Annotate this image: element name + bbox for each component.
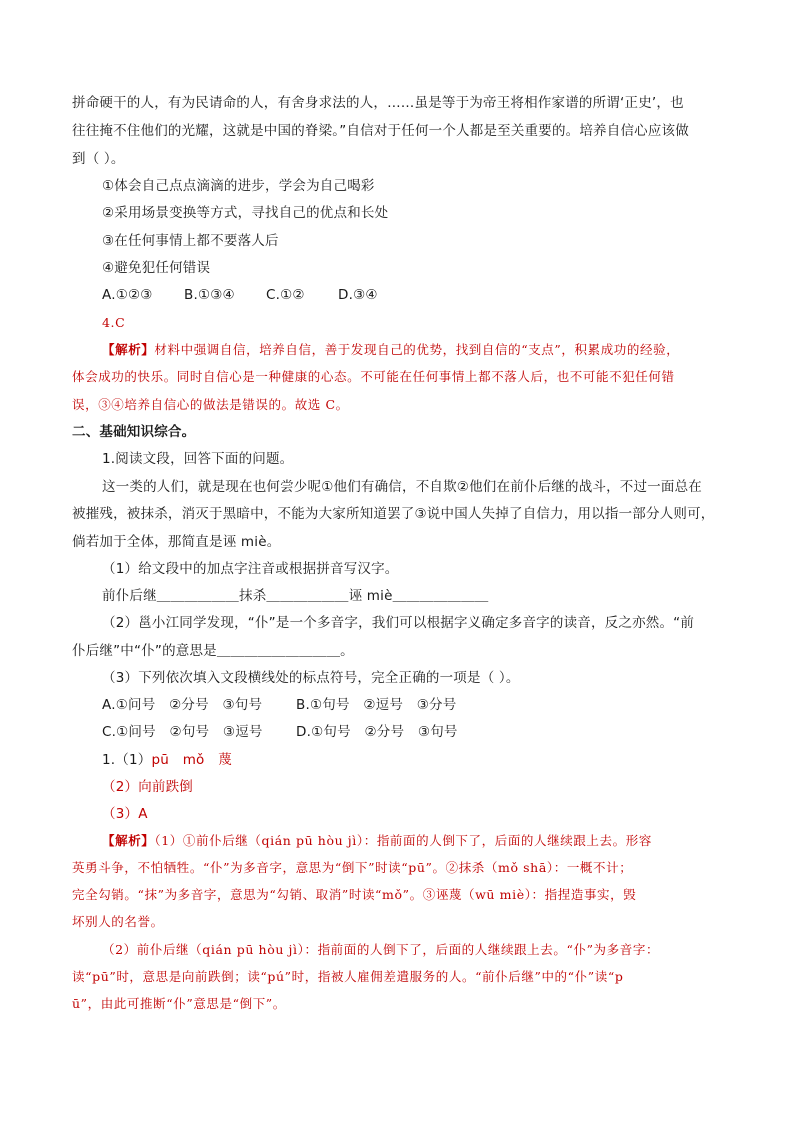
passage-line: 被摧残，被抹杀，消灭于黑暗中，不能为大家所知道罢了③说中国人失掉了自信力，用以指一部分人则可， [72,506,715,522]
analysis-line: ū”，由此可推断“仆”意思是“倒下”。 [72,996,286,1011]
choice-option: A.①②③ [102,287,153,303]
answer-line [102,751,232,769]
analysis-line: （2）前仆后继（qián pū hòu jì）：指前面的人倒下了，后面的人继续跟上去。“仆”为多音字： [102,942,660,957]
analysis-text: 材料中强调自信，培养自信，善于发现自己的优势，找到自信的“支点”，积累成功的经验， [154,342,680,357]
question-prompt: 1.阅读文段，回答下面的问题。 [102,451,294,467]
choice-option: C.①问号 ②句号 ③逗号 [102,724,263,740]
question-stem-line: 往往掩不住他们的光耀，这就是中国的脊梁。”自信对于任何一个人都是至关重要的。培养自信心应该做 [72,123,689,139]
statement-item: ④避免犯任何错误 [102,260,211,276]
section-title: 二、基础知识综合。 [72,424,196,440]
analysis-line: 读“pū”时，意思是向前跌倒；读“pú”时，指被人雇佣差遣服务的人。“前仆后继”中的“仆”读“p [72,969,624,984]
analysis-tag: 【解析】 [102,342,155,357]
choice-option: A.①问号 ②分号 ③句号 [102,697,263,713]
answer-value: pū mǒ 蔑 [151,752,232,768]
fill-blank-line: 前仆后继＿＿＿＿＿＿抹杀＿＿＿＿＿＿诬 miè＿＿＿＿＿＿＿ [102,588,489,604]
sub-question: （2）邕小江同学发现，“仆”是一个多音字，我们可以根据字义确定多音字的读音，反之亦然。“前 [102,615,695,631]
choice-option: B.①③④ [184,287,235,303]
answer-line: （2）向前跌倒 [102,779,193,795]
choice-option: D.①句号 ②分号 ③句号 [296,724,458,740]
answer-line: （3）A [102,806,148,822]
analysis-tag: 【解析】 [102,833,155,848]
sub-question: （1）给文段中的加点字注音或根据拼音写汉字。 [102,561,399,577]
choice-option: C.①② [266,287,305,303]
passage-line: 倘若加于全体，那简直是诬 miè。 [72,534,281,550]
analysis-line: 误，③④培养自信心的做法是错误的。故选 C。 [72,397,349,412]
sub-question: 仆后继”中“仆”的意思是＿＿＿＿＿＿＿＿＿。 [72,643,354,659]
question-stem-line: 拼命硬干的人，有为民请命的人，有舍身求法的人，……虽是等于为帝王将相作家谱的所谓‘正史’，也 [72,95,684,111]
choice-option: B.①句号 ②逗号 ③分号 [296,697,457,713]
analysis-line [102,341,679,359]
choice-option: D.③④ [338,287,378,303]
answer-text: 4.C [102,315,126,330]
analysis-line: 完全勾销。“抹”为多音字，意思为“勾销、取消”时读“mǒ”。③诬蔑（wū miè）：指捏造事实，毁 [72,887,637,902]
statement-item: ③在任何事情上都不要落人后 [102,233,279,249]
statement-item: ①体会自己点点滴滴的进步，学会为自己喝彩 [102,178,375,194]
question-stem-line: 到（ ）。 [72,151,125,167]
analysis-line: 坏别人的名誉。 [72,914,164,929]
answer-label: 1.（1） [102,752,152,768]
sub-question: （3）下列依次填入文段横线处的标点符号，完全正确的一项是（ ）。 [102,670,520,686]
analysis-line: 英勇斗争，不怕牺牲。“仆”为多音字，意思为“倒下”时读“pū”。②抹杀（mǒ shā）：一概不计； [72,860,633,875]
analysis-line: 体会成功的快乐。同时自信心是一种健康的心态。不可能在任何事情上都不落人后，也不可能不犯任何错 [72,369,675,384]
analysis-text: （1）①前仆后继（qián pū hòu jì）：指前面的人倒下了，后面的人继续跟上去。形容 [154,833,652,848]
statement-item: ②采用场景变换等方式，寻找自己的优点和长处 [102,205,389,221]
passage-line: 这一类的人们，就是现在也何尝少呢①他们有确信，不自欺②他们在前仆后继的战斗，不过一面总在 [102,479,703,495]
analysis-line [102,832,652,850]
